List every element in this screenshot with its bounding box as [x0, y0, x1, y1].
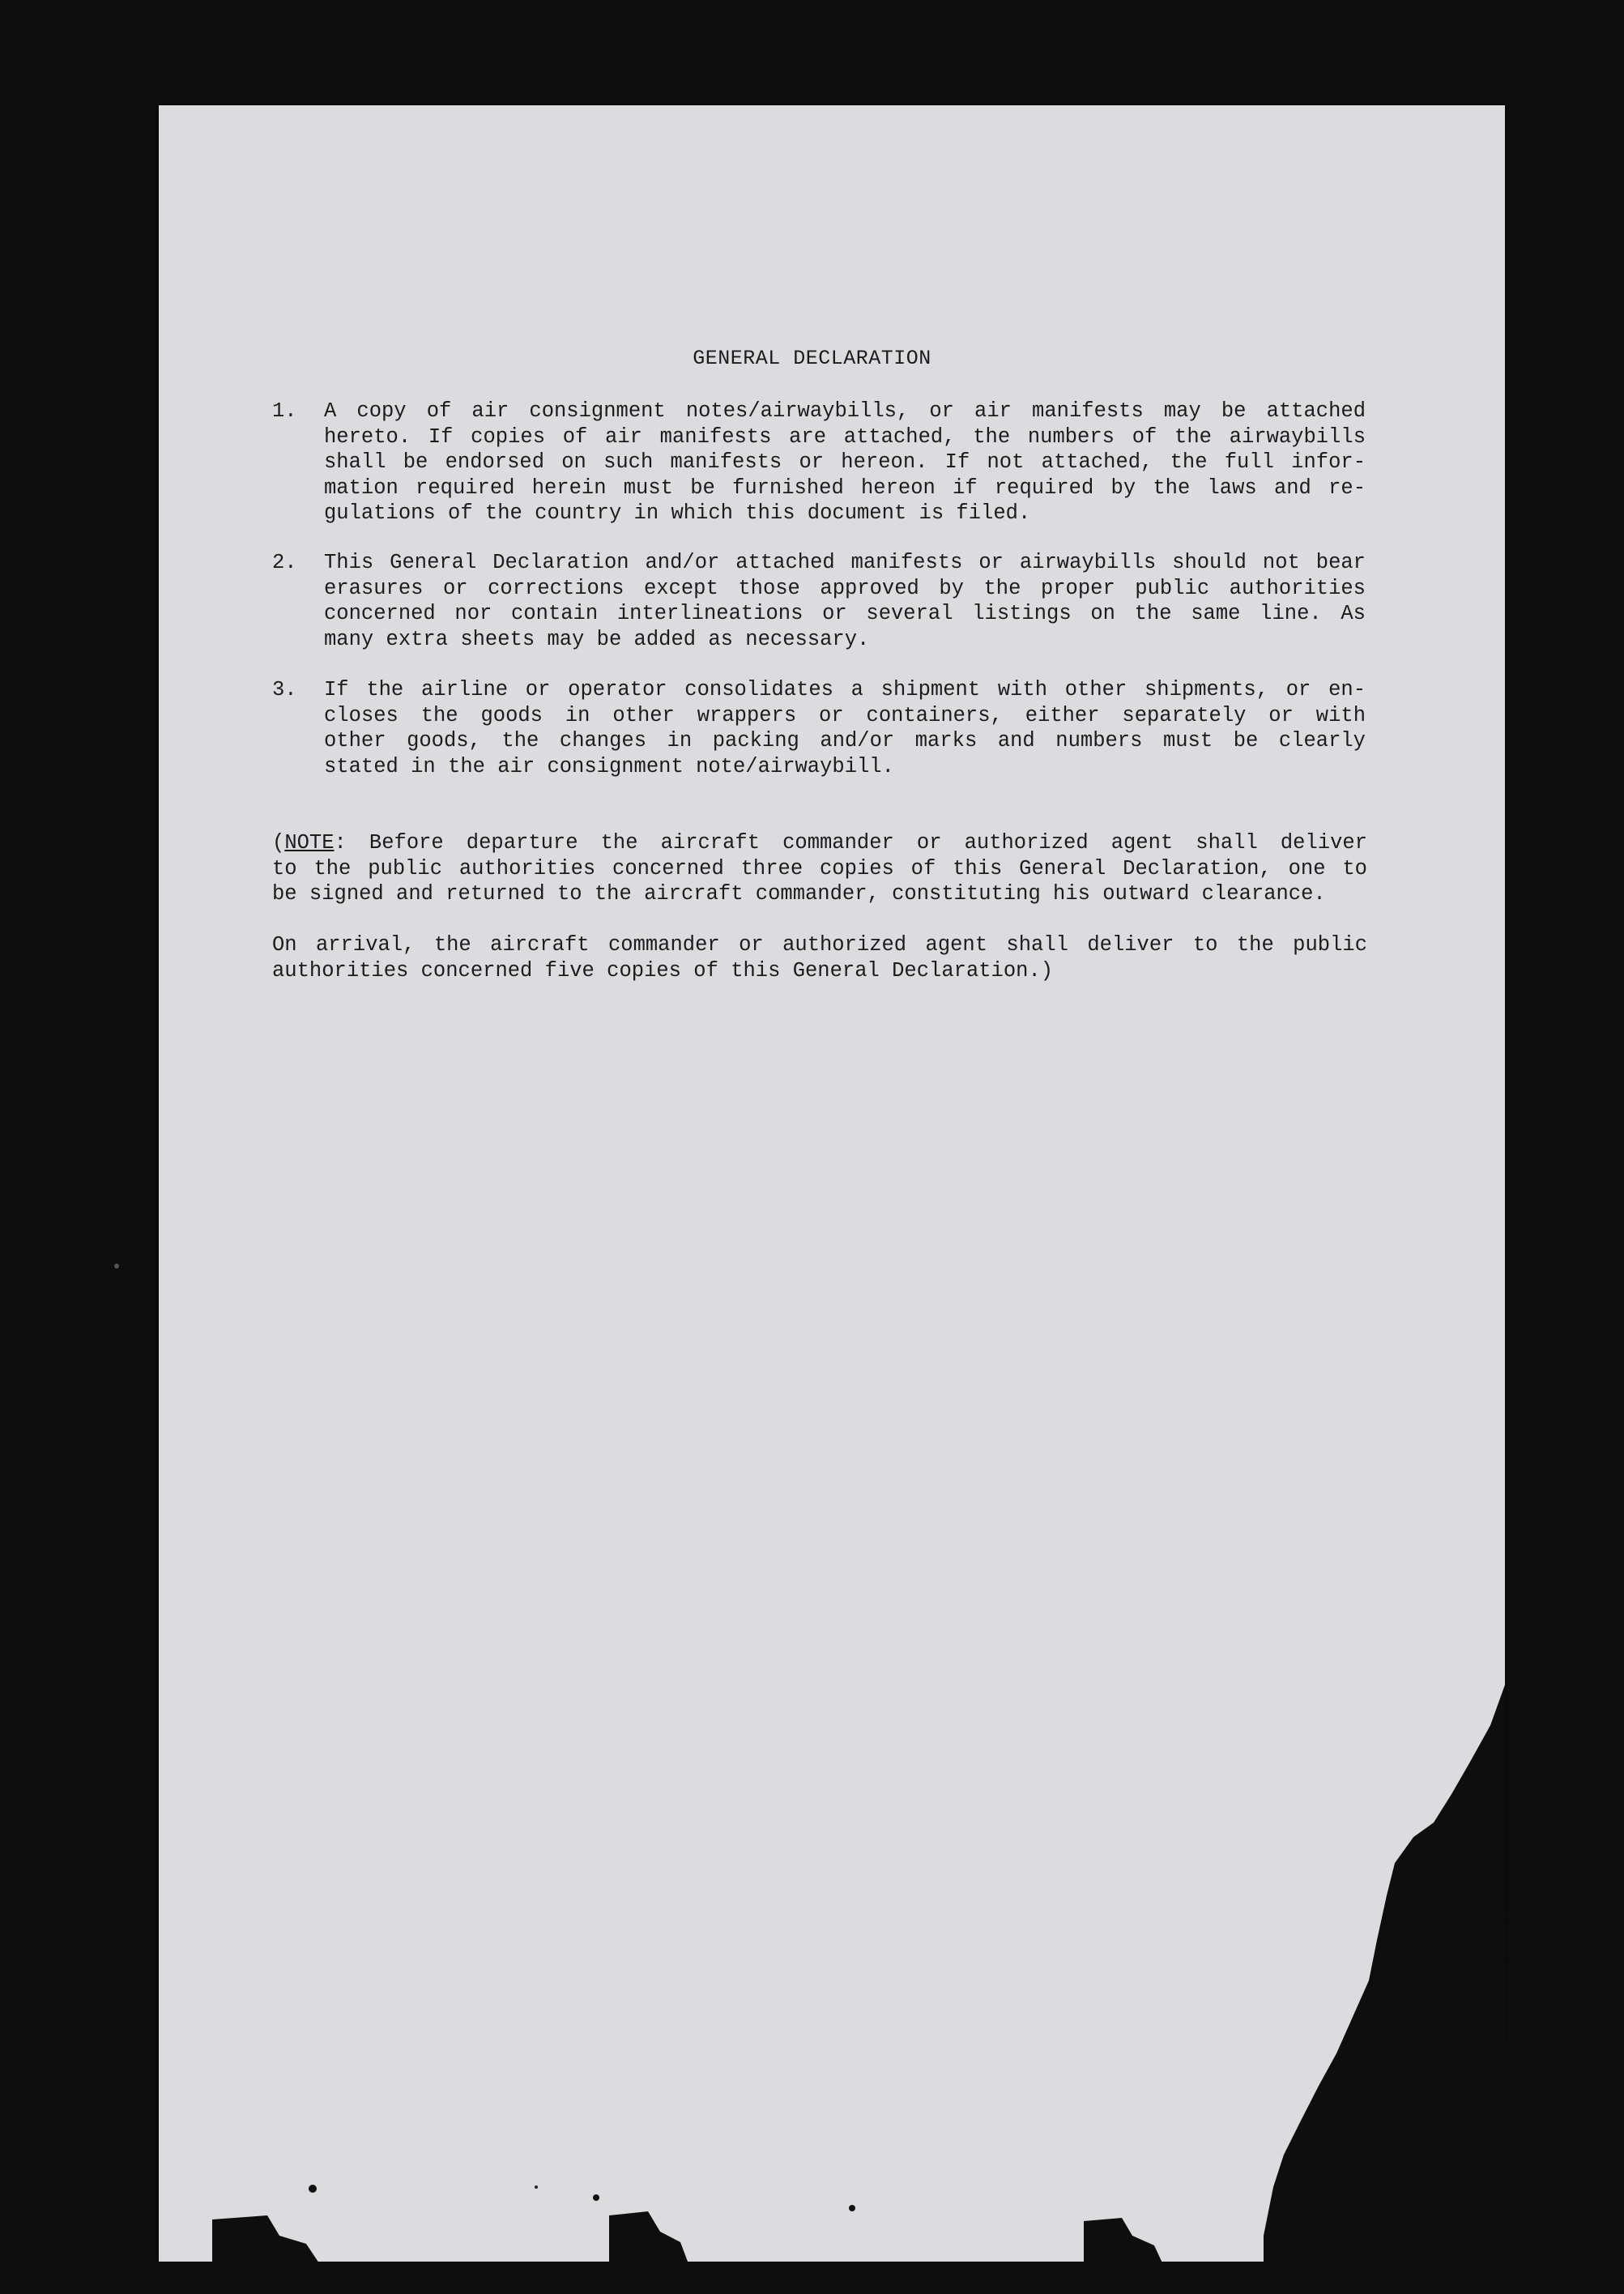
- clause-line: stated in the air consignment note/airwaybill.: [324, 754, 894, 778]
- clause-number: 2.: [272, 551, 297, 574]
- clause-line: This General Declaration and/or attached manifests or airwaybills should not bear: [324, 551, 1366, 574]
- note-line: to the public authorities concerned three copies of this General Declaration, one to: [272, 856, 1367, 881]
- clause-line: other goods, the changes in packing and/or marks and numbers must be clearly: [324, 729, 1366, 753]
- clause-text: [324, 677, 1366, 779]
- clause-line: shall be endorsed on such manifests or hereon. If not attached, the full infor-: [324, 450, 1366, 474]
- clause-line: erasures or corrections except those approved by the proper public authorities: [324, 576, 1366, 600]
- clause-1: [272, 399, 1366, 536]
- clause-line: many extra sheets may be added as necessary.: [324, 627, 870, 651]
- clause-line: closes the goods in other wrappers or containers, either separately or with: [324, 703, 1366, 727]
- clause-line: If the airline or operator consolidates a shipment with other shipments, or en-: [324, 678, 1366, 701]
- clause-text: [324, 399, 1366, 527]
- clause-number: 3.: [272, 678, 297, 701]
- clause-line: mation required herein must be furnished hereon if required by the laws and re-: [324, 475, 1366, 500]
- arrival-line: On arrival, the aircraft commander or authorized agent shall deliver to the public: [272, 933, 1367, 957]
- clause-3: [272, 677, 1366, 782]
- document-title: GENERAL DECLARATION: [693, 347, 931, 370]
- note-open-paren: (: [272, 831, 285, 855]
- clause-text: [324, 550, 1366, 652]
- note-label: NOTE: [284, 831, 335, 855]
- note-line-text: : Before departure the aircraft commander or authorized agent shall deliver: [334, 831, 1367, 855]
- clause-line: hereto. If copies of air manifests are attached, the numbers of the airwaybills: [324, 424, 1366, 449]
- arrival-line: authorities concerned five copies of this General Declaration.): [272, 958, 1054, 983]
- clause-line: gulations of the country in which this document is filed.: [324, 501, 1031, 525]
- clause-line: A copy of air consignment notes/airwaybills, or air manifests may be attached: [324, 399, 1366, 423]
- clause-line: concerned nor contain interlineations or several listings on the same line. As: [324, 602, 1366, 625]
- note-paragraph: [272, 830, 1367, 907]
- clause-number: 1.: [272, 399, 297, 423]
- clause-2: [272, 550, 1366, 655]
- note-line: [272, 830, 1367, 856]
- arrival-paragraph: [272, 932, 1367, 983]
- note-line: be signed and returned to the aircraft commander, constituting his outward clearance.: [272, 882, 1326, 906]
